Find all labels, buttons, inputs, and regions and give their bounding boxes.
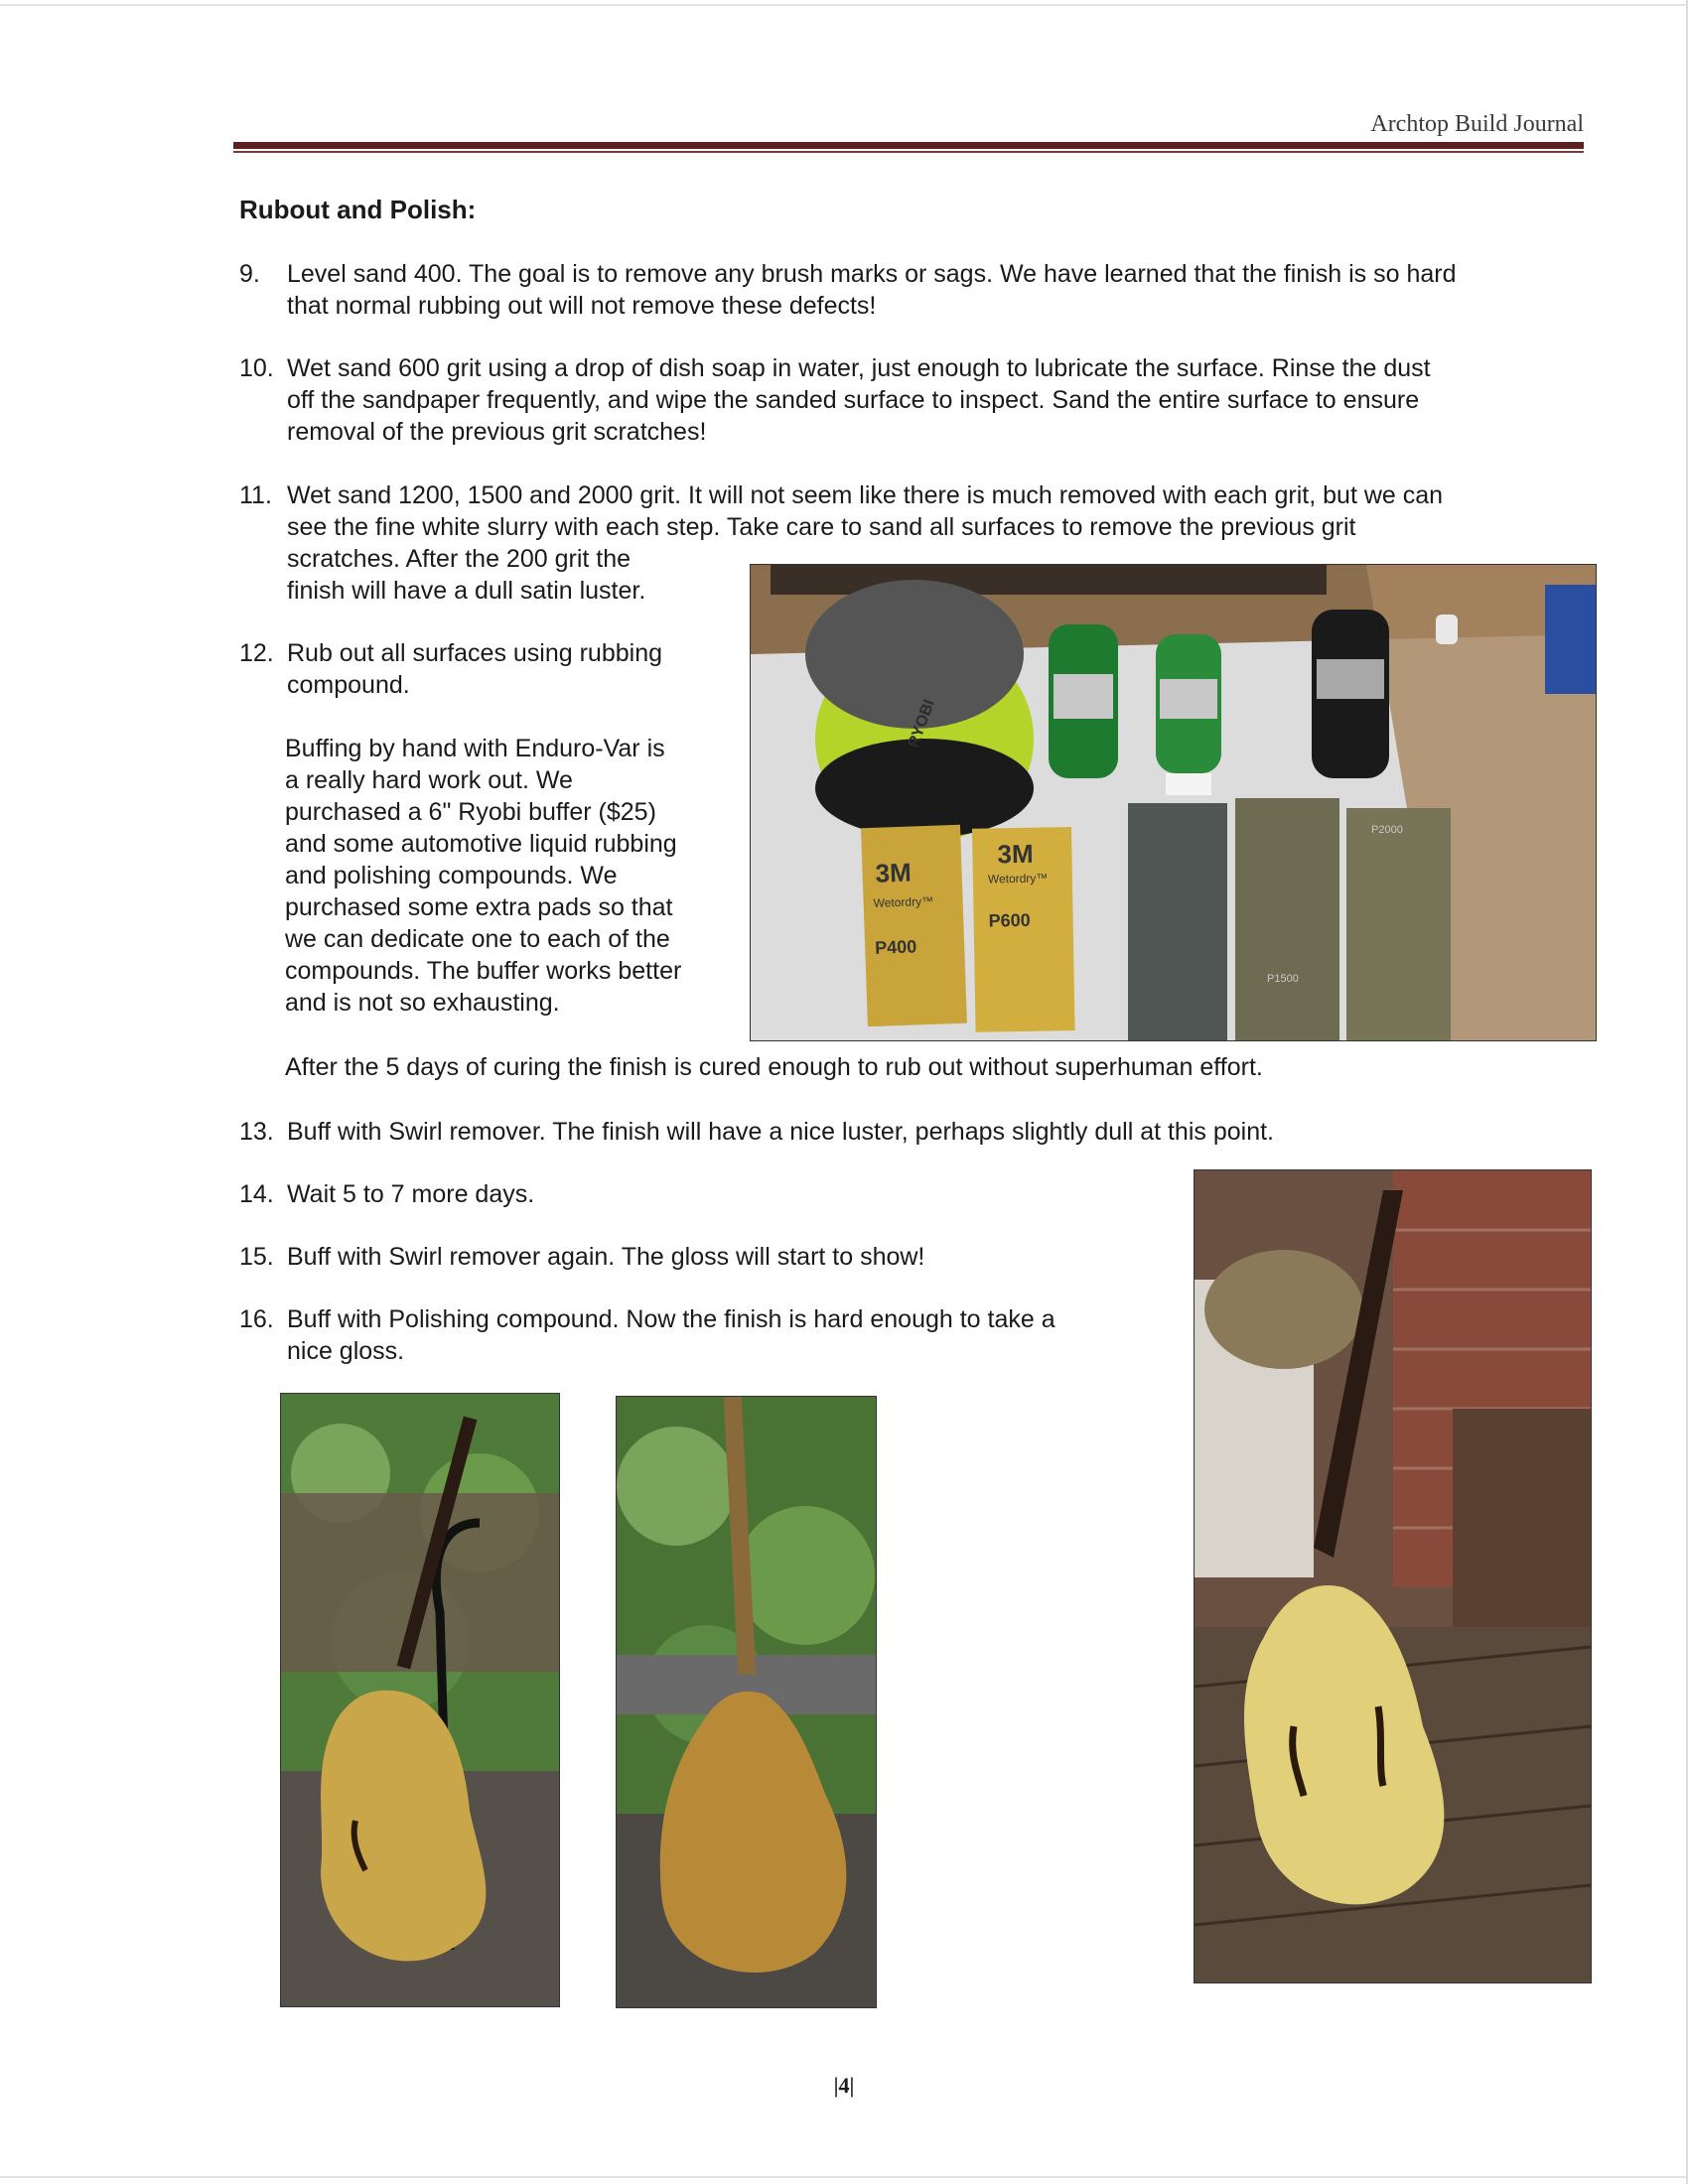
note-line: a really hard work out. We (285, 766, 573, 794)
sandpaper-p400 (861, 825, 967, 1026)
sandpaper-grit-label: P1500 (1267, 973, 1299, 985)
guitar-photo-back (616, 1396, 877, 2008)
buffing-note (285, 733, 752, 1019)
note-line: and is not so exhausting. (285, 989, 560, 1017)
sandpaper-grit-label: P2000 (1371, 824, 1403, 836)
page-number: |4| (833, 2073, 855, 2098)
guitar-porch-illustration (1195, 1170, 1591, 1982)
guitar-front-illustration (281, 1394, 559, 2006)
step-line: Level sand 400. The goal is to remove any brush marks or sags. We have learned that the finish is so hard (287, 260, 1457, 288)
step-number: 12. (239, 639, 274, 667)
guitar-photo-front (280, 1393, 560, 2007)
step-line: Wait 5 to 7 more days. (287, 1180, 535, 1208)
scan-artifact (0, 2176, 1688, 2178)
curing-note: After the 5 days of curing the finish is cured enough to rub out without superhuman effort. (285, 1053, 1263, 1081)
sandpaper-product: Wetordry™ (873, 893, 934, 910)
sandpaper-grit-label: P600 (988, 909, 1031, 931)
note-line: and some automotive liquid rubbing (285, 830, 677, 858)
step-line: scratches. After the 200 grit the (287, 545, 632, 573)
step-line: Rub out all surfaces using rubbing (287, 639, 663, 667)
note-line: compounds. The buffer works better (285, 957, 682, 985)
step-line: finish will have a dull satin luster. (287, 577, 646, 605)
sandpaper-p1500 (1235, 798, 1339, 1040)
guitar-back-illustration (617, 1397, 876, 2007)
sander-brand-label: RYOBI (905, 697, 938, 751)
step-line: Wet sand 1200, 1500 and 2000 grit. It will not seem like there is much removed with each grit, but we can (287, 481, 1444, 509)
note-line: purchased some extra pads so that (285, 893, 673, 921)
sandpaper-brand: 3M (875, 857, 913, 888)
step-line: Buff with Swirl remover. The finish will have a nice luster, perhaps slightly dull at this point. (287, 1118, 1274, 1146)
sandpaper-product: Wetordry™ (987, 871, 1049, 887)
step-number: 11. (239, 481, 272, 509)
step-line: Buff with Polishing compound. Now the finish is hard enough to take a (287, 1305, 1055, 1333)
guitar-photo-porch (1194, 1169, 1592, 1983)
note-line: and polishing compounds. We (285, 862, 618, 889)
sandpaper-p2000 (1346, 808, 1451, 1040)
step-number: 10. (239, 354, 274, 382)
step-number: 15. (239, 1243, 274, 1271)
step-line: Buff with Swirl remover again. The gloss will start to show! (287, 1243, 925, 1271)
section-heading: Rubout and Polish: (239, 195, 477, 224)
note-line: purchased a 6" Ryobi buffer ($25) (285, 798, 656, 826)
note-line: we can dedicate one to each of the (285, 925, 670, 953)
step-line: that normal rubbing out will not remove these defects! (287, 292, 877, 320)
step-line: nice gloss. (287, 1337, 405, 1365)
note-line: Buffing by hand with Enduro-Var is (285, 735, 665, 762)
scan-artifact (0, 4, 1688, 6)
step-number: 9. (239, 260, 260, 288)
step-line: removal of the previous grit scratches! (287, 418, 707, 446)
step-number: 16. (239, 1305, 274, 1333)
step-number: 13. (239, 1118, 274, 1146)
step-line: off the sandpaper frequently, and wipe the sanded surface to inspect. Sand the entire surface to ensure (287, 386, 1420, 414)
step-line: see the fine white slurry with each step. Take care to sand all surfaces to remove the previous grit (287, 513, 1356, 541)
running-header: Archtop Build Journal (1370, 111, 1584, 137)
sandpaper-brand: 3M (997, 838, 1034, 870)
step-line: compound. (287, 671, 410, 699)
supplies-photo (750, 564, 1597, 1041)
sandpaper-grit-label: P400 (874, 936, 917, 958)
step-line: Wet sand 600 grit using a drop of dish soap in water, just enough to lubricate the surface. Rinse the dust (287, 354, 1431, 382)
header-rule (233, 142, 1584, 149)
header-rule-thin (233, 151, 1584, 153)
step-number: 14. (239, 1180, 274, 1208)
supplies-illustration (751, 565, 1596, 1040)
sandpaper-dark (1128, 803, 1227, 1040)
